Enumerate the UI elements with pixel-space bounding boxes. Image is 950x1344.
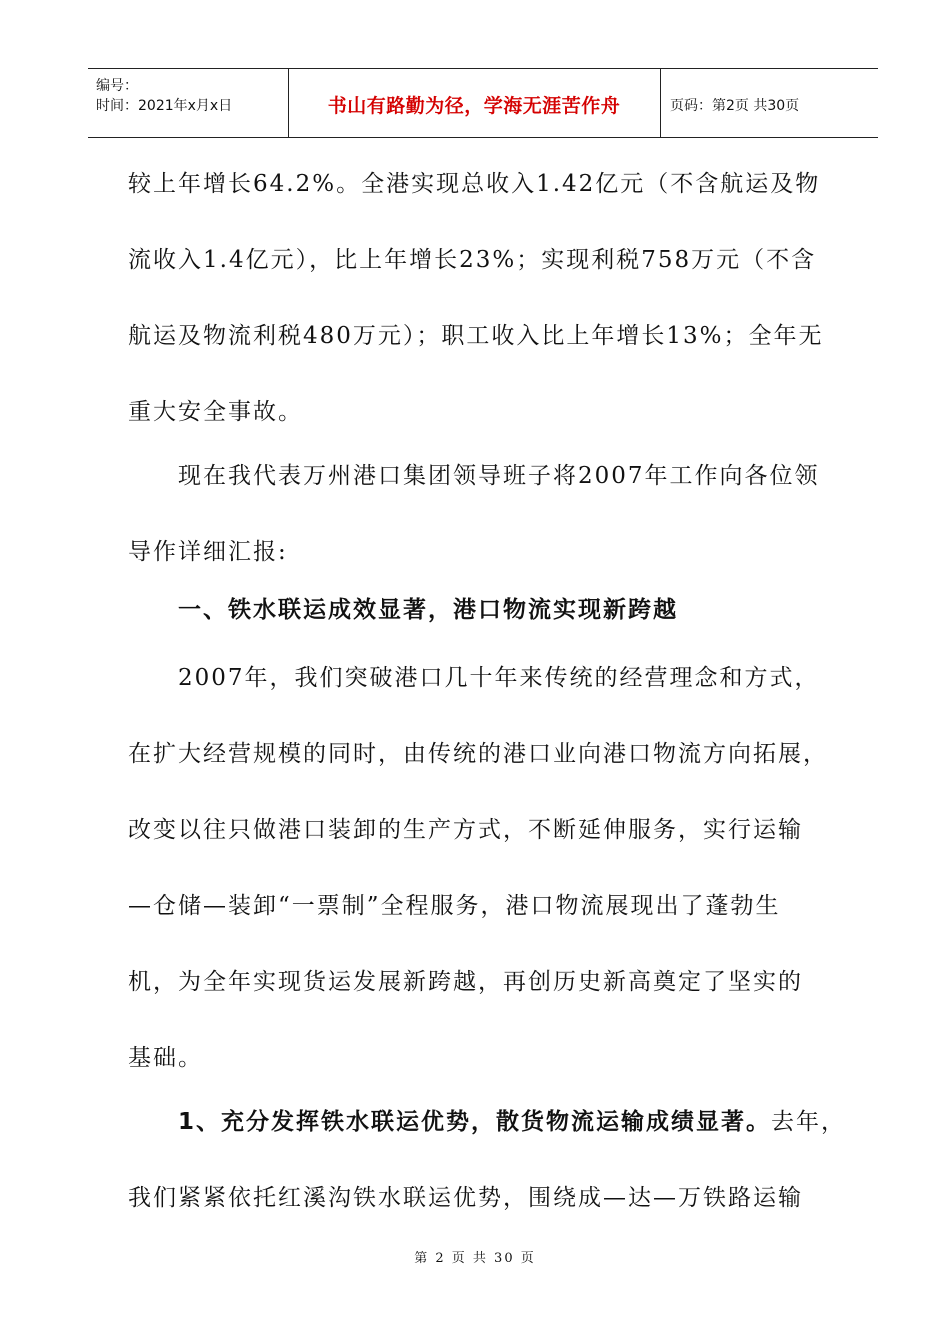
- paragraph-2: [128, 438, 848, 590]
- header-motto-cell: [288, 69, 661, 137]
- text-line: 基础。: [128, 1045, 203, 1071]
- page-header: [88, 68, 878, 138]
- text-line: 我们紧紧依托红溪沟铁水联运优势，围绕成—达—万铁路运输: [128, 1185, 803, 1211]
- text-line: 导作详细汇报:: [128, 539, 288, 565]
- text-line: 较上年增长64.2%。全港实现总收入1.42亿元（不含航运及物: [128, 171, 821, 197]
- text-line: 航运及物流利税480万元）；职工收入比上年增长13%；全年无: [128, 323, 824, 349]
- header-meta-cell: [88, 69, 289, 137]
- text-line: 重大安全事故。: [128, 399, 303, 425]
- text-line: 流收入1.4亿元），比上年增长23%；实现利税758万元（不含: [128, 247, 817, 273]
- text-line: 改变以往只做港口装卸的生产方式，不断延伸服务，实行运输: [128, 817, 803, 843]
- paragraph-4: [128, 1084, 848, 1236]
- heading-1: 一、铁水联运成效显著，港口物流实现新跨越: [178, 597, 678, 623]
- header-page-cell: [660, 69, 878, 137]
- lead-rest: 去年，: [771, 1109, 847, 1135]
- motto: 书山有路勤为径，学海无涯苦作舟: [327, 95, 621, 117]
- paragraph-1: [128, 146, 848, 450]
- page-footer: 第 2 页 共 30 页: [414, 1251, 536, 1266]
- number-label: 编号：: [96, 78, 138, 94]
- text-line: 机，为全年实现货运发展新跨越，再创历史新高奠定了坚实的: [128, 969, 803, 995]
- text-line: 2007年，我们突破港口几十年来传统的经营理念和方式，: [178, 665, 820, 691]
- bold-lead: 1、充分发挥铁水联运优势，散货物流运输成绩显著。: [178, 1109, 772, 1135]
- time-label: 时间：2021年x月x日: [96, 98, 233, 114]
- text-line: 在扩大经营规模的同时，由传统的港口业向港口物流方向拓展，: [128, 741, 828, 767]
- section-heading: [128, 572, 848, 648]
- text-line: [128, 1084, 848, 1160]
- paragraph-3: [128, 640, 848, 1096]
- text-line: —仓储—装卸“一票制”全程服务，港口物流展现出了蓬勃生: [128, 893, 781, 919]
- text-line: 现在我代表万州港口集团领导班子将2007年工作向各位领: [178, 463, 820, 489]
- page-label: 页码：第2页 共30页: [670, 98, 800, 114]
